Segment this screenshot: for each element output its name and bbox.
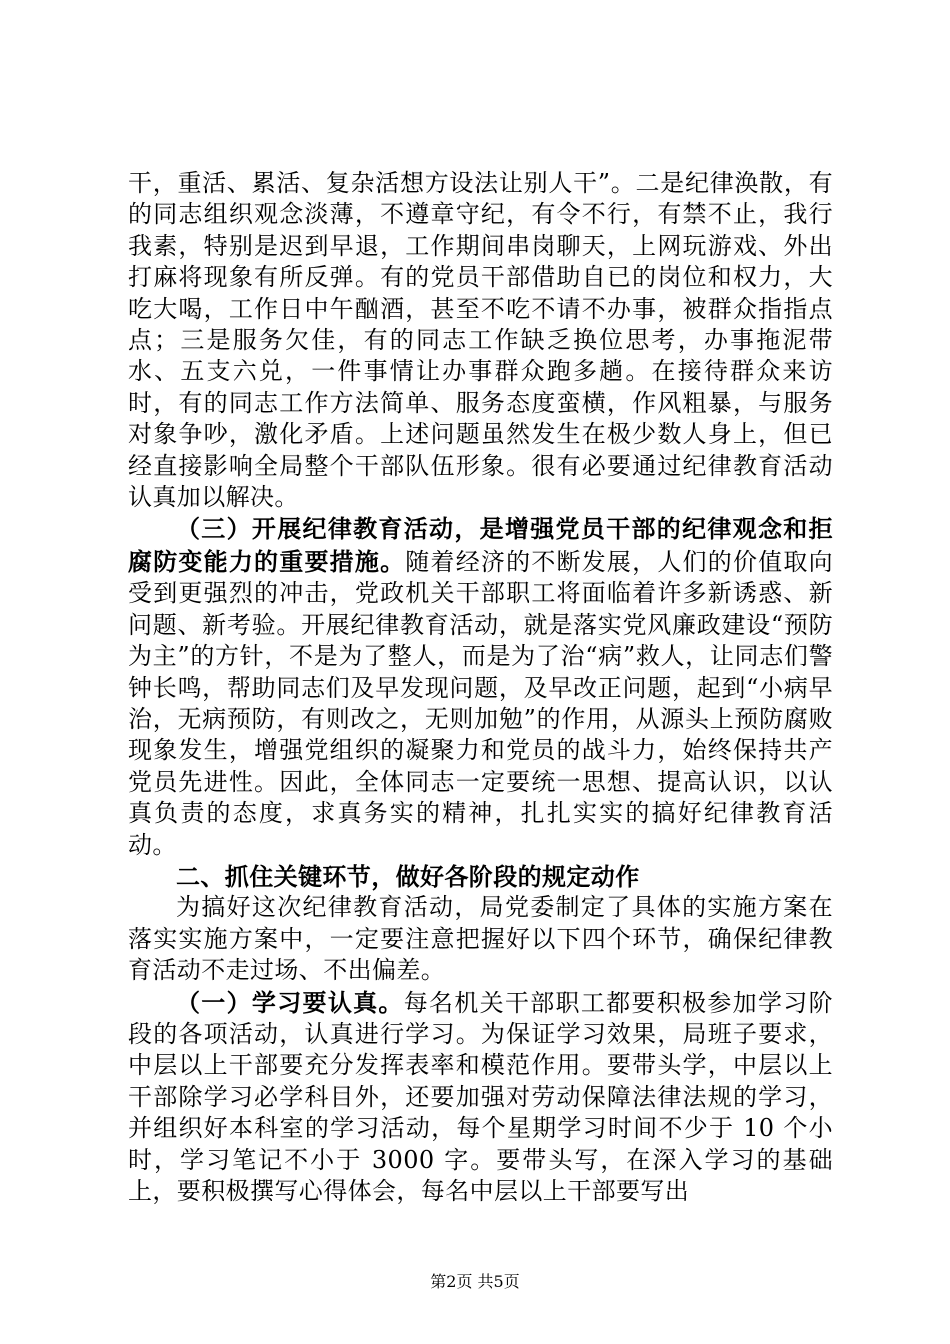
paragraph-lead: （一）学习要认真。 — [176, 987, 404, 1017]
section-heading: 二、抓住关键环节，做好各阶段的规定动作 — [176, 861, 640, 891]
paragraph-lead: （三）开展纪律教育活动，是增强党员干部的纪律观念和拒腐防变能力的重要措施。 — [128, 514, 833, 576]
page-number-label: 第2页 共5页 — [430, 1272, 520, 1291]
paragraph-text: 随着经济的不断发展，人们的价值取向受到更强烈的冲击，党政机关干部职工将面临着许多新诱惑、新问题、新考验。开展纪律教育活动，就是落实党风廉政建设“预防为主”的方针，不是为了整人，而是为了治“病”救人，让同志们警钟长鸣，帮助同志们及早发现问题，及早改正问题，起到“小病早治，无病预防，有则改之，无则加勉”的作用，从源头上预防腐败现象发生，增强党组织的凝聚力和党员的战斗力，始终保持共产党员先进性。因此，全体同志一定要统一思想、提高认识，以认真负责的态度，求真务实的精神，扎扎实实的搞好纪律教育活动。 — [128, 547, 833, 859]
paragraph-text: 每名机关干部职工都要积极参加学习阶段的各项活动，认真进行学习。为保证学习效果，局班子要求，中层以上干部要充分发挥表率和模范作用。要带头学，中层以上干部除学习必学科目外，还要加强对劳动保障法律法规的学习，并组织好本科室的学习活动，每个星期学习时间不少于 10 个小时，学习笔记不小于 3000 字。要带头写，在深入学习的基础上，要积极撰写心得体会，每名中层以上干部要写出 — [128, 988, 833, 1205]
body-paragraph — [128, 987, 833, 1208]
body-paragraph — [128, 168, 833, 513]
body-paragraph — [128, 892, 833, 986]
body-paragraph — [128, 513, 833, 860]
paragraph-text: 干，重活、累活、复杂活想方设法让别人干”。二是纪律涣散，有的同志组织观念淡薄，不遵章守纪，有令不行，有禁不止，我行我素，特别是迟到早退，工作期间串岗聊天，上网玩游戏、外出打麻将现象有所反弹。有的党员干部借助自已的岗位和权力，大吃大喝，工作日中午酗酒，甚至不吃不请不办事，被群众指指点点；三是服务欠佳，有的同志工作缺乏换位思考，办事拖泥带水、五支六兑，一件事情让办事群众跑多趟。在接待群众来访时，有的同志工作方法简单、服务态度蛮横，作风粗暴，与服务对象争吵，激化矛盾。上述问题虽然发生在极少数人身上，但已经直接影响全局整个干部队伍形象。很有必要通过纪律教育活动认真加以解决。 — [128, 169, 833, 512]
document-body — [128, 168, 833, 1207]
page-footer — [0, 1272, 950, 1292]
paragraph-text: 为搞好这次纪律教育活动，局党委制定了具体的实施方案在落实实施方案中，一定要注意把握好以下四个环节，确保纪律教育活动不走过场、不出偏差。 — [128, 893, 833, 985]
